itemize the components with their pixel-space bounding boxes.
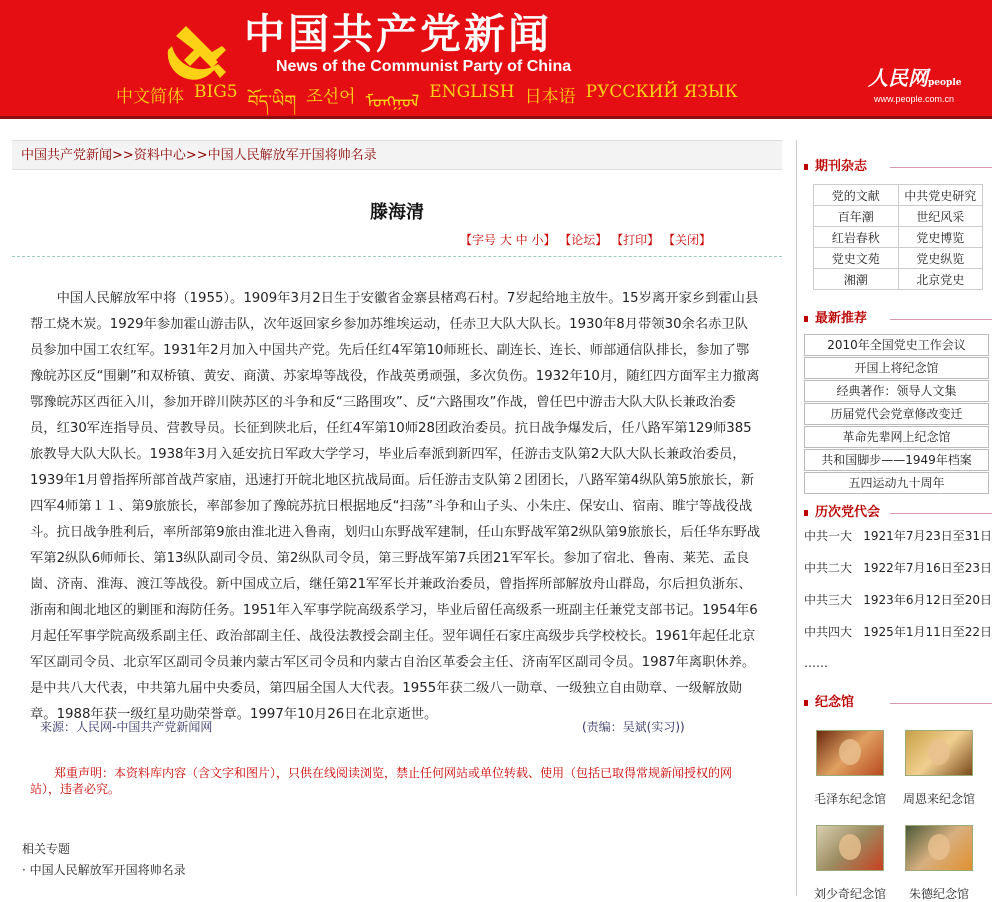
people-logo-text: 人民网	[868, 66, 928, 90]
lang-link-simplified[interactable]: 中文简体	[116, 87, 184, 107]
article-editor: (责编：吴斌(实习))	[582, 720, 685, 734]
recommend-item[interactable]: 历届党代会党章修改变迁	[804, 403, 989, 425]
congress-name: 中共二大	[804, 561, 853, 575]
magazine-link[interactable]: 党史博览	[898, 227, 983, 248]
article-title: 滕海清	[370, 202, 424, 223]
article-tools	[460, 231, 711, 248]
memorial-label: 毛泽东纪念馆	[813, 792, 886, 806]
party-emblem-icon	[156, 14, 232, 90]
sidebar-divider	[796, 140, 797, 896]
magazine-link[interactable]: 中共党史研究	[898, 185, 983, 206]
congress-item[interactable]	[804, 559, 992, 591]
print-link[interactable]: 【打印】	[611, 233, 660, 247]
people-logo[interactable]	[868, 62, 961, 91]
magazine-link[interactable]: 红岩春秋	[814, 227, 899, 248]
bullet-icon	[804, 700, 808, 706]
memorial-section-title	[804, 692, 992, 714]
memorial-title-text: 纪念馆	[815, 695, 855, 710]
congress-title-text: 历次党代会	[815, 505, 881, 520]
article-source: 来源：人民网-中国共产党新闻网	[40, 720, 213, 734]
site-subtitle: News of the Communist Party of China	[276, 58, 572, 75]
breadcrumb-separator: >>	[112, 148, 134, 163]
people-logo-small: people	[928, 78, 962, 88]
language-bar	[116, 82, 738, 112]
recommend-item[interactable]: 2010年全国党史工作会议	[804, 334, 989, 356]
memorial-label: 刘少奇纪念馆	[813, 887, 886, 901]
memorial-portrait-image	[905, 825, 973, 871]
congress-item[interactable]	[804, 527, 992, 559]
breadcrumb	[12, 140, 782, 170]
font-size-tool[interactable]: 【字号 大 中 小】	[460, 233, 556, 247]
site-header	[0, 0, 992, 116]
recommend-list	[804, 334, 989, 495]
magazine-link[interactable]: 党的文献	[814, 185, 899, 206]
memorial-zhu[interactable]	[899, 825, 979, 902]
article-divider	[12, 256, 782, 257]
recommend-item[interactable]: 开国上将纪念馆	[804, 357, 989, 379]
congress-date: 1923年6月12日至20日	[863, 593, 992, 607]
recommend-title-text: 最新推荐	[815, 311, 868, 326]
memorial-label: 朱德纪念馆	[908, 887, 969, 901]
memorial-portrait-image	[905, 730, 973, 776]
lang-link-mongolian[interactable]: ᠮᠣᠩᠭᠣᠯ	[365, 92, 420, 112]
breadcrumb-generals-list[interactable]: 中国人民解放军开国将帅名录	[207, 148, 377, 163]
breadcrumb-data-center[interactable]: 资料中心	[133, 148, 186, 163]
memorial-portrait-image	[816, 825, 884, 871]
related-topics-title: 相关专题	[22, 842, 71, 856]
close-link[interactable]: 【关闭】	[662, 233, 711, 247]
forum-link[interactable]: 【论坛】	[559, 233, 608, 247]
magazine-link[interactable]: 北京党史	[898, 269, 983, 290]
header-rule	[0, 116, 992, 119]
breadcrumb-separator: >>	[185, 148, 208, 163]
recommend-section-title	[804, 308, 992, 330]
magazine-link[interactable]: 世纪风采	[898, 206, 983, 227]
congress-date: 1921年7月23日至31日	[863, 529, 992, 543]
lang-link-tibetan[interactable]: བོད་ཡིག	[247, 92, 297, 112]
magazine-link[interactable]: 党史文苑	[814, 248, 899, 269]
congress-date: 1925年1月11日至22日	[863, 625, 992, 639]
recommend-item[interactable]: 五四运动九十周年	[804, 472, 989, 494]
magazines-title-text: 期刊杂志	[815, 159, 868, 174]
magazine-link[interactable]: 党史纵览	[898, 248, 983, 269]
related-topic-link[interactable]: · 中国人民解放军开国将帅名录	[22, 863, 186, 877]
site-title: 中国共产党新闻	[244, 10, 552, 58]
bullet-icon	[804, 316, 808, 322]
congress-name: 中共三大	[804, 593, 853, 607]
congress-date: 1922年7月16日至23日	[863, 561, 992, 575]
bullet-icon	[804, 164, 808, 170]
copyright-disclaimer: 郑重声明：本资料库内容（含文字和图片），只供在线阅读浏览，禁止任何网站或单位转载、使用（包括已取得常规新闻授权的网站），违者必究。	[30, 766, 733, 796]
congress-item[interactable]	[804, 591, 992, 623]
lang-link-japanese[interactable]: 日本语	[524, 87, 576, 107]
congress-name: 中共四大	[804, 625, 853, 639]
memorial-portrait-image	[816, 730, 884, 776]
lang-link-big5[interactable]: BIG5	[194, 82, 238, 102]
congress-more[interactable]: ……	[804, 656, 828, 670]
lang-link-russian[interactable]: РУССКИЙ ЯЗЫК	[585, 82, 738, 102]
memorial-label: 周恩来纪念馆	[902, 792, 975, 806]
congress-item[interactable]	[804, 623, 992, 655]
recommend-item[interactable]: 革命先辈网上纪念馆	[804, 426, 989, 448]
people-url: www.people.com.cn	[874, 94, 955, 104]
memorial-mao[interactable]	[810, 730, 890, 807]
congress-list	[804, 527, 992, 655]
magazines-section-title	[804, 156, 992, 178]
lang-link-english[interactable]: ENGLISH	[429, 82, 515, 102]
memorial-zhou[interactable]	[899, 730, 979, 807]
congress-name: 中共一大	[804, 529, 853, 543]
recommend-item[interactable]: 经典著作：领导人文集	[804, 380, 989, 402]
magazine-link[interactable]: 百年潮	[814, 206, 899, 227]
magazine-link[interactable]: 湘潮	[814, 269, 899, 290]
congress-section-title	[804, 502, 992, 524]
breadcrumb-home[interactable]: 中国共产党新闻	[21, 148, 113, 163]
recommend-item[interactable]: 共和国脚步——1949年档案	[804, 449, 989, 471]
magazines-grid	[813, 184, 983, 290]
memorial-liu[interactable]	[810, 825, 890, 902]
bullet-icon	[804, 510, 808, 516]
lang-link-korean[interactable]: 조선어	[306, 87, 356, 107]
article-body: 中国人民解放军中将（1955）。1909年3月2日生于安徽省金寨县楮鸡石村。7岁起给地主放牛。15岁离开家乡到霍山县帮工烧木炭。1929年参加霍山游击队，次年返回家乡参加苏维埃运动，任赤卫大队大队长。1930年8月带领30余名赤卫队员参加中国工农红军。1931年2月加入中国共产党。先后任红4军第10师班长、副连长、连长、师部通信队排长，参加了鄂豫皖苏区反“围剿”和双桥镇、黄安、商潢、苏家埠等战役，作战英勇顽强，多次负伤。1932年10月，随红四方面军主力撤离鄂豫皖苏区西征入川，参加开辟川陕苏区的斗争和反“三路围攻”、反“六路围攻”作战，曾任巴中游击大队大队长兼政治委员，红30军连指导员、营教导员。长征到陕北后，任红4军第10师28团政治委员。抗日战争爆发后，任八路军第129师385旅教导大队大队长。1938年3月入延安抗日军政大学学习，毕业后奉派到新四军，任游击支队第2大队大队长兼政治委员，1939年1月曾指挥所部首战芦家庙，迅速打开皖北地区抗战局面。后任游击支队第２团团长，八路军第4纵队第5旅旅长，新四军4师第１１、第9旅旅长，率部参加了豫皖苏抗日根据地反“扫荡”斗争和山子头、小朱庄、保安山、宿南、睢宁等战役战斗。抗日战争胜利后，率所部第9旅由淮北进入鲁南，划归山东野战军建制，任山东野战军第2纵队第9旅旅长，后任华东野战军第2纵队6师师长、第13纵队副司令员、第2纵队司令员，第三野战军第7兵团21军军长。参加了宿北、鲁南、莱芜、孟良崮、济南、淮海、渡江等战役。新中国成立后，继任第21军军长并兼政治委员，曾指挥所部解放舟山群岛，尔后担负浙东、浙南和闽北地区的剿匪和海防任务。1951年入军事学院高级系学习，毕业后留任高级系一班副主任兼党支部书记。1954年6月起任军事学院高级系副主任、政治部副主任、战役法教授会副主任。翌年调任石家庄高级步兵学校校长。1961年起任北京军区副司令员、北京军区副司令员兼内蒙古军区司令员和内蒙古自治区革委会主任、济南军区副司令员。1987年离职休养。是中共八大代表，中共第九届中央委员，第四届全国人大代表。1955年获二级八一勋章、一级独立自由勋章、一级解放勋章。1988年获一级红星功勋荣誉章。1997年10月26日在北京逝世。	[30, 291, 761, 722]
